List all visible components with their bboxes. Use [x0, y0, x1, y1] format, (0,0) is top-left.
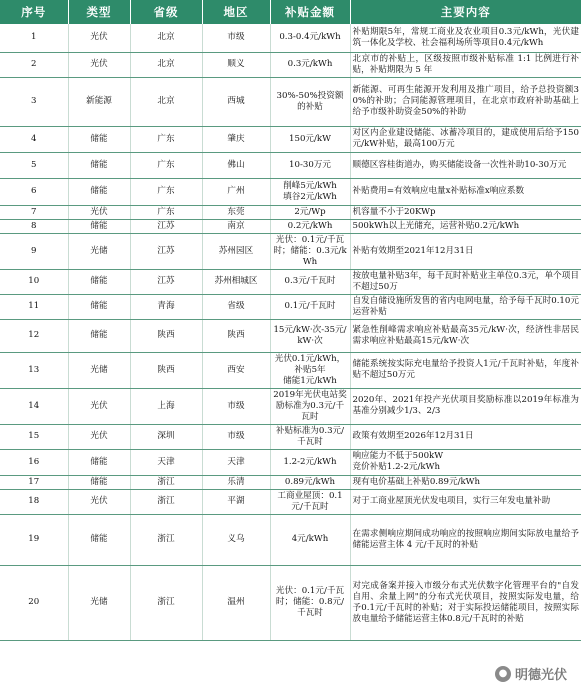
table-row	[0, 388, 581, 424]
table-row	[0, 152, 581, 178]
table-row	[0, 294, 581, 319]
watermark	[495, 664, 567, 683]
row-region: 苏州相城区	[202, 269, 270, 294]
row-no: 16	[0, 449, 68, 475]
table-row	[0, 126, 581, 152]
row-region: 肇庆	[202, 126, 270, 152]
table-row	[0, 475, 581, 489]
row-content: 政策有效期至2026年12月31日	[350, 424, 581, 449]
table-row	[0, 514, 581, 565]
row-type: 光储	[68, 352, 130, 388]
row-no: 5	[0, 152, 68, 178]
row-province: 北京	[130, 24, 202, 52]
row-content: 2020年、2021年投产光伏项目奖励标准以2019年标准为基准分别减少1/3、2/3	[350, 388, 581, 424]
watermark-text: 明德光伏	[514, 668, 567, 683]
row-no: 4	[0, 126, 68, 152]
row-type: 储能	[68, 219, 130, 233]
row-region: 西安	[202, 352, 270, 388]
header-no: 序号	[0, 0, 68, 24]
row-type: 储能	[68, 449, 130, 475]
header-region: 地区	[202, 0, 270, 24]
row-province: 江苏	[130, 219, 202, 233]
row-type: 光储	[68, 565, 130, 640]
row-type: 光伏	[68, 424, 130, 449]
row-content: 响应能力不低于500kW 竞价补贴1.2-2元/kWh	[350, 449, 581, 475]
table-row	[0, 24, 581, 52]
table-row	[0, 233, 581, 269]
row-amount: 0.3元/kWh	[270, 52, 350, 77]
row-amount: 150元/kW	[270, 126, 350, 152]
table-row	[0, 52, 581, 77]
table-row	[0, 205, 581, 219]
row-content: 新能源、可再生能源开发利用及推广项目，给予总投资额30%的补助；合同能源管理项目，在北京市政府补助基础上给予市级补助资金50%的补助	[350, 77, 581, 126]
row-amount: 0.89元/kWh	[270, 475, 350, 489]
row-content: 对于工商业屋顶光伏发电项目，实行三年发电量补助	[350, 489, 581, 514]
row-content: 补贴期限5年，常规工商业及农业项目0.3元/kWh，光伏建筑一体化及学校、社会福利场所等项目0.4元/kWh	[350, 24, 581, 52]
row-region: 西城	[202, 77, 270, 126]
row-content: 按放电量补贴3年，每千瓦时补贴业主单位0.3元，单个项目不超过50万	[350, 269, 581, 294]
row-content: 储能系统按实际充电量给予投资人1元/千瓦时补贴，年度补贴不超过50万元	[350, 352, 581, 388]
row-amount: 0.2元/kWh	[270, 219, 350, 233]
row-type: 光储	[68, 233, 130, 269]
row-province: 江苏	[130, 233, 202, 269]
table-row	[0, 489, 581, 514]
row-no: 12	[0, 319, 68, 352]
row-content: 顺德区容桂街道办，购买储能设备一次性补助10-30万元	[350, 152, 581, 178]
row-no: 9	[0, 233, 68, 269]
table-row	[0, 77, 581, 126]
row-province: 广东	[130, 178, 202, 205]
row-province: 上海	[130, 388, 202, 424]
row-region: 广州	[202, 178, 270, 205]
row-region: 南京	[202, 219, 270, 233]
row-no: 20	[0, 565, 68, 640]
row-no: 2	[0, 52, 68, 77]
row-no: 18	[0, 489, 68, 514]
row-type: 光伏	[68, 388, 130, 424]
row-amount: 光伏：0.1元/千瓦时；储能：0.8元/千瓦时	[270, 565, 350, 640]
row-content: 对完成备案并接入市级分布式光伏数字化管理平台的"自发自用、余量上网"的分布式光伏项目，按照实际发电量，给予0.1元/千瓦时的补贴；对于实际投运储能项目，按照实际放电量给予储能运营主体0.8元/千瓦时的补贴	[350, 565, 581, 640]
wechat-icon: ●	[495, 666, 511, 682]
row-province: 江苏	[130, 269, 202, 294]
row-province: 天津	[130, 449, 202, 475]
row-region: 东莞	[202, 205, 270, 219]
row-region: 市级	[202, 424, 270, 449]
row-amount: 光伏：0.1元/千瓦时；储能：0.3元/kWh	[270, 233, 350, 269]
row-no: 13	[0, 352, 68, 388]
row-type: 储能	[68, 152, 130, 178]
row-no: 11	[0, 294, 68, 319]
row-region: 陕西	[202, 319, 270, 352]
row-type: 储能	[68, 475, 130, 489]
row-type: 光伏	[68, 205, 130, 219]
row-province: 浙江	[130, 475, 202, 489]
row-region: 市级	[202, 388, 270, 424]
row-region: 顺义	[202, 52, 270, 77]
row-content: 紧急性削峰需求响应补贴最高35元/kW·次，经济性非居民需求响应补贴最高15元/kW·次	[350, 319, 581, 352]
row-content: 北京市的补贴上，区级按照市级补贴标准 1:1 比例进行补贴，补贴期限为 5 年	[350, 52, 581, 77]
row-region: 省级	[202, 294, 270, 319]
row-no: 19	[0, 514, 68, 565]
row-amount: 30%-50%投资额的补贴	[270, 77, 350, 126]
row-no: 7	[0, 205, 68, 219]
row-amount: 削峰5元/kWh 填谷2元/kWh	[270, 178, 350, 205]
row-province: 浙江	[130, 565, 202, 640]
row-province: 北京	[130, 52, 202, 77]
table-row	[0, 352, 581, 388]
table-row	[0, 565, 581, 640]
row-type: 储能	[68, 269, 130, 294]
row-content: 补贴有效期至2021年12月31日	[350, 233, 581, 269]
row-no: 3	[0, 77, 68, 126]
header-content: 主要内容	[350, 0, 581, 24]
row-type: 新能源	[68, 77, 130, 126]
table-row	[0, 269, 581, 294]
row-region: 佛山	[202, 152, 270, 178]
row-type: 光伏	[68, 489, 130, 514]
header-amount: 补贴金额	[270, 0, 350, 24]
row-no: 10	[0, 269, 68, 294]
table-row	[0, 449, 581, 475]
row-content: 对区内企业建设储能、冰蓄冷项目的，建成使用后给予150元/kW补贴，最高100万元	[350, 126, 581, 152]
row-province: 深圳	[130, 424, 202, 449]
header-row	[0, 0, 581, 24]
table-row	[0, 219, 581, 233]
row-content: 现有电价基础上补贴0.89元/kWh	[350, 475, 581, 489]
row-no: 1	[0, 24, 68, 52]
row-type: 储能	[68, 294, 130, 319]
row-amount: 光伏0.1元/kWh，补贴5年 储能1元/kWh	[270, 352, 350, 388]
row-amount: 15元/kW·次-35元/kW·次	[270, 319, 350, 352]
row-province: 广东	[130, 152, 202, 178]
row-province: 浙江	[130, 514, 202, 565]
row-content: 补贴费用=有效响应电量x补贴标准x响应系数	[350, 178, 581, 205]
row-no: 15	[0, 424, 68, 449]
row-region: 温州	[202, 565, 270, 640]
row-type: 光伏	[68, 52, 130, 77]
header-type: 类型	[68, 0, 130, 24]
row-province: 陕西	[130, 352, 202, 388]
row-content: 500kWh以上光储充，运营补贴0.2元/kWh	[350, 219, 581, 233]
table-row	[0, 178, 581, 205]
row-type: 储能	[68, 319, 130, 352]
row-amount: 1.2-2元/kWh	[270, 449, 350, 475]
row-amount: 0.3元/千瓦时	[270, 269, 350, 294]
row-region: 天津	[202, 449, 270, 475]
row-amount: 10-30万元	[270, 152, 350, 178]
row-type: 储能	[68, 126, 130, 152]
row-amount: 2元/Wp	[270, 205, 350, 219]
row-province: 陕西	[130, 319, 202, 352]
row-content: 机容量不小于20KWp	[350, 205, 581, 219]
row-region: 苏州园区	[202, 233, 270, 269]
row-province: 浙江	[130, 489, 202, 514]
table-row	[0, 424, 581, 449]
row-no: 17	[0, 475, 68, 489]
row-type: 储能	[68, 514, 130, 565]
row-amount: 0.1元/千瓦时	[270, 294, 350, 319]
row-no: 6	[0, 178, 68, 205]
row-content: 在需求侧响应期间成功响应的按照响应期间实际放电量给予储能运营主体 4 元/千瓦时的补贴	[350, 514, 581, 565]
row-amount: 0.3-0.4元/kWh	[270, 24, 350, 52]
row-region: 平湖	[202, 489, 270, 514]
row-region: 乐清	[202, 475, 270, 489]
row-type: 光伏	[68, 24, 130, 52]
row-amount: 补贴标准为0.3元/千瓦时	[270, 424, 350, 449]
header-province: 省级	[130, 0, 202, 24]
row-type: 储能	[68, 178, 130, 205]
row-no: 14	[0, 388, 68, 424]
row-region: 义乌	[202, 514, 270, 565]
row-province: 广东	[130, 205, 202, 219]
row-region: 市级	[202, 24, 270, 52]
row-content: 自发自储设施所发售的省内电网电量，给予每千瓦时0.10元运营补贴	[350, 294, 581, 319]
row-province: 广东	[130, 126, 202, 152]
row-no: 8	[0, 219, 68, 233]
table-row	[0, 319, 581, 352]
row-province: 北京	[130, 77, 202, 126]
row-amount: 4元/kWh	[270, 514, 350, 565]
row-province: 青海	[130, 294, 202, 319]
row-amount: 工商业屋顶：0.1元/千瓦时	[270, 489, 350, 514]
row-amount: 2019年光伏电站奖励标准为0.3元/千瓦时	[270, 388, 350, 424]
